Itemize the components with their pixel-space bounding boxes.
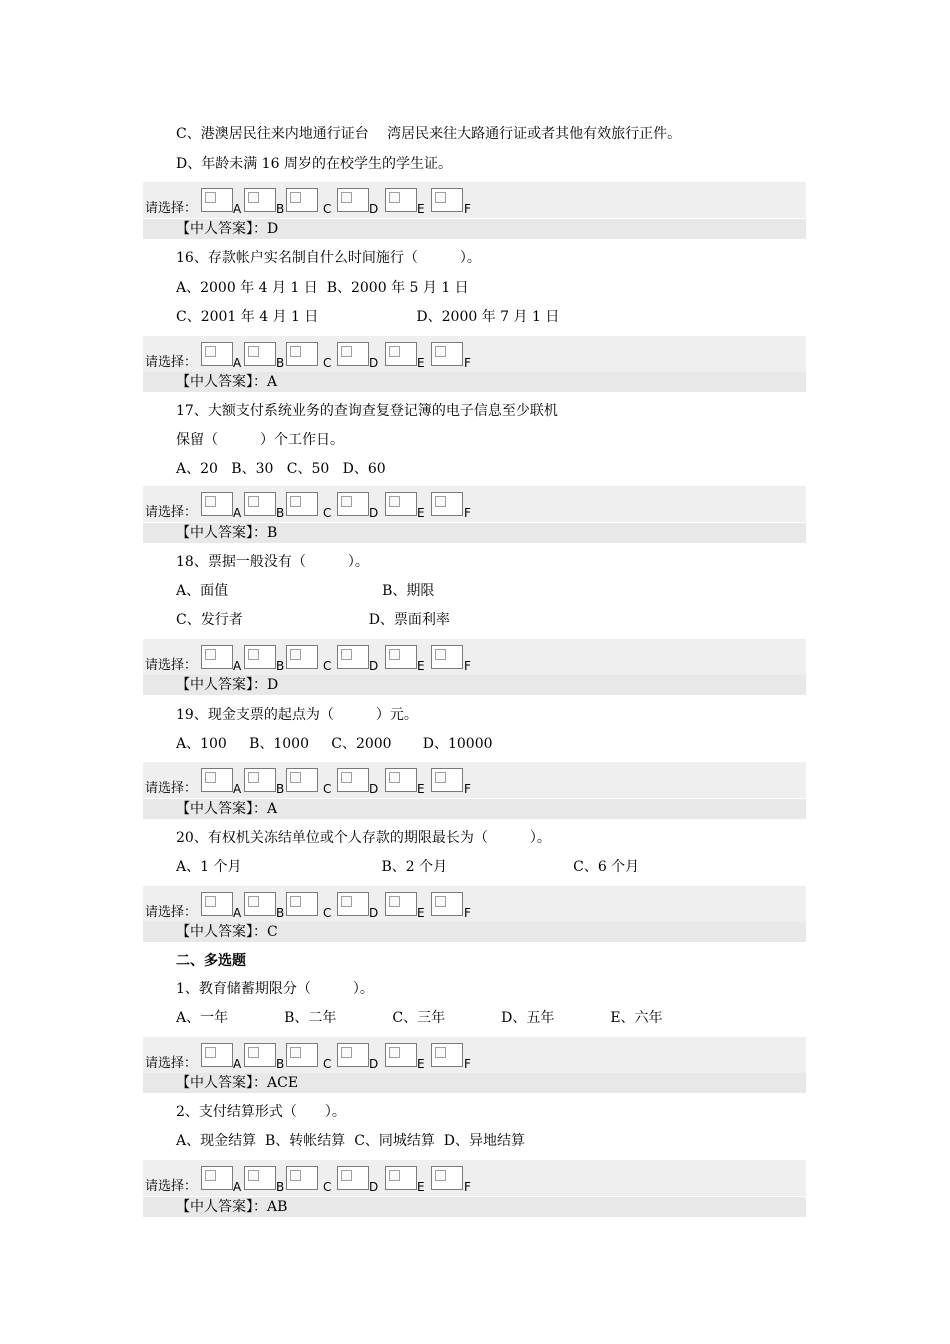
checkbox-square-icon [248, 1170, 259, 1181]
option-checkbox-b[interactable] [244, 768, 276, 792]
option-label-f: F [464, 1057, 471, 1071]
option-checkbox-e[interactable] [385, 1043, 417, 1067]
checkbox-square-icon [435, 346, 446, 357]
checkbox-square-icon [248, 346, 259, 357]
option-checkbox-e[interactable] [385, 188, 417, 212]
option-label-c: C [323, 906, 332, 920]
option-label-c: C [323, 1180, 332, 1194]
option-label-b: B [276, 1057, 285, 1071]
option-label-a: A [233, 1180, 242, 1194]
option-label-f: F [464, 782, 471, 796]
option-label-d: D [369, 782, 379, 796]
answer-text: 【中人答案】：A [176, 374, 278, 390]
answer-selector [143, 886, 806, 922]
question-text: C、港澳居民往来内地通行证台 湾居民来往大路通行证或者其他有效旅行正件。 [176, 126, 682, 142]
option-checkbox-b[interactable] [244, 188, 276, 212]
option-label-b: B [276, 906, 285, 920]
option-checkbox-d[interactable] [337, 1166, 369, 1190]
option-label-d: D [369, 202, 379, 216]
option-label-b: B [276, 1180, 285, 1194]
checkbox-square-icon [205, 496, 216, 507]
checkbox-square-icon [205, 1047, 216, 1058]
select-label: 请选择： [145, 658, 198, 673]
checkbox-square-icon [435, 896, 446, 907]
select-label: 请选择： [145, 1056, 198, 1071]
select-label: 请选择： [145, 781, 198, 796]
select-label: 请选择： [145, 201, 198, 216]
option-label-e: E [417, 1180, 425, 1194]
option-label-c: C [323, 202, 332, 216]
checkbox-square-icon [290, 649, 301, 660]
checkbox-square-icon [341, 772, 352, 783]
checkbox-square-icon [389, 772, 400, 783]
option-checkbox-f[interactable] [431, 1166, 463, 1190]
checkbox-square-icon [389, 1047, 400, 1058]
question-text: 18、票据一般没有（ ）。 [176, 554, 369, 570]
option-checkbox-a[interactable] [201, 1043, 233, 1067]
checkbox-square-icon [290, 896, 301, 907]
option-label-f: F [464, 659, 471, 673]
checkbox-square-icon [290, 772, 301, 783]
option-checkbox-c[interactable] [286, 188, 318, 212]
answer-row [143, 372, 806, 392]
option-checkbox-d[interactable] [337, 1043, 369, 1067]
question-text: 2、支付结算形式（ ）。 [176, 1104, 346, 1120]
checkbox-square-icon [248, 649, 259, 660]
option-label-d: D [369, 1180, 379, 1194]
option-label-c: C [323, 659, 332, 673]
checkbox-square-icon [389, 496, 400, 507]
checkbox-square-icon [435, 496, 446, 507]
question-text: C、发行者 D、票面利率 [176, 612, 450, 628]
option-checkbox-c[interactable] [286, 892, 318, 916]
checkbox-square-icon [435, 1047, 446, 1058]
option-checkbox-a[interactable] [201, 645, 233, 669]
checkbox-square-icon [435, 192, 446, 203]
option-label-c: C [323, 506, 332, 520]
option-label-d: D [369, 1057, 379, 1071]
checkbox-square-icon [248, 1047, 259, 1058]
checkbox-square-icon [389, 896, 400, 907]
option-checkbox-d[interactable] [337, 645, 369, 669]
option-label-f: F [464, 1180, 471, 1194]
question-text: A、面值 B、期限 [176, 583, 435, 599]
checkbox-square-icon [205, 346, 216, 357]
checkbox-square-icon [205, 772, 216, 783]
checkbox-square-icon [389, 192, 400, 203]
checkbox-square-icon [205, 1170, 216, 1181]
checkbox-square-icon [290, 1047, 301, 1058]
answer-text: 【中人答案】：D [176, 677, 279, 693]
checkbox-square-icon [205, 649, 216, 660]
option-checkbox-e[interactable] [385, 1166, 417, 1190]
option-label-b: B [276, 782, 285, 796]
option-checkbox-e[interactable] [385, 342, 417, 366]
option-label-f: F [464, 906, 471, 920]
option-checkbox-c[interactable] [286, 342, 318, 366]
answer-row [143, 922, 806, 942]
option-label-f: F [464, 356, 471, 370]
option-label-d: D [369, 906, 379, 920]
option-label-a: A [233, 202, 242, 216]
option-checkbox-d[interactable] [337, 892, 369, 916]
answer-text: 【中人答案】：D [176, 221, 279, 237]
option-checkbox-a[interactable] [201, 188, 233, 212]
option-label-a: A [233, 782, 242, 796]
checkbox-square-icon [248, 772, 259, 783]
option-label-d: D [369, 659, 379, 673]
option-label-e: E [417, 506, 425, 520]
option-checkbox-a[interactable] [201, 892, 233, 916]
select-label: 请选择： [145, 355, 198, 370]
option-label-a: A [233, 356, 242, 370]
checkbox-square-icon [290, 346, 301, 357]
answer-selector [143, 182, 806, 218]
answer-text: 【中人答案】：B [176, 525, 278, 541]
option-label-a: A [233, 506, 242, 520]
checkbox-square-icon [205, 192, 216, 203]
option-checkbox-e[interactable] [385, 768, 417, 792]
select-label: 请选择： [145, 1179, 198, 1194]
question-text: 19、现金支票的起点为（ ）元。 [176, 707, 418, 723]
checkbox-square-icon [341, 1047, 352, 1058]
option-label-d: D [369, 506, 379, 520]
checkbox-square-icon [389, 649, 400, 660]
answer-selector [143, 1160, 806, 1196]
question-text: A、一年 B、二年 C、三年 D、五年 E、六年 [176, 1010, 663, 1026]
checkbox-square-icon [341, 649, 352, 660]
select-label: 请选择： [145, 905, 198, 920]
option-checkbox-b[interactable] [244, 1166, 276, 1190]
option-label-a: A [233, 906, 242, 920]
answer-text: 【中人答案】：A [176, 801, 278, 817]
question-text: A、现金结算 B、转帐结算 C、同城结算 D、异地结算 [176, 1133, 526, 1149]
checkbox-square-icon [389, 1170, 400, 1181]
question-text: A、100 B、1000 C、2000 D、10000 [176, 736, 493, 752]
option-checkbox-d[interactable] [337, 342, 369, 366]
option-checkbox-c[interactable] [286, 1043, 318, 1067]
checkbox-square-icon [248, 896, 259, 907]
option-label-b: B [276, 659, 285, 673]
option-label-f: F [464, 202, 471, 216]
option-checkbox-b[interactable] [244, 645, 276, 669]
answer-row [143, 675, 806, 695]
option-label-f: F [464, 506, 471, 520]
option-checkbox-c[interactable] [286, 1166, 318, 1190]
option-label-b: B [276, 202, 285, 216]
option-checkbox-e[interactable] [385, 645, 417, 669]
option-label-e: E [417, 906, 425, 920]
answer-selector [143, 486, 806, 522]
option-checkbox-d[interactable] [337, 188, 369, 212]
option-label-c: C [323, 1057, 332, 1071]
option-checkbox-f[interactable] [431, 768, 463, 792]
option-checkbox-f[interactable] [431, 188, 463, 212]
section-heading: 二、多选题 [176, 953, 246, 969]
checkbox-square-icon [341, 192, 352, 203]
option-label-a: A [233, 659, 242, 673]
answer-text: 【中人答案】：C [176, 924, 278, 940]
option-label-a: A [233, 1057, 242, 1071]
option-checkbox-f[interactable] [431, 492, 463, 516]
checkbox-square-icon [389, 346, 400, 357]
question-text: A、2000 年 4 月 1 日 B、2000 年 5 月 1 日 [176, 280, 469, 296]
option-checkbox-f[interactable] [431, 1043, 463, 1067]
option-label-b: B [276, 506, 285, 520]
checkbox-square-icon [290, 496, 301, 507]
checkbox-square-icon [248, 496, 259, 507]
select-label: 请选择： [145, 505, 198, 520]
answer-row [143, 523, 806, 543]
option-label-e: E [417, 659, 425, 673]
option-label-b: B [276, 356, 285, 370]
question-text: 16、存款帐户实名制自什么时间施行（ ）。 [176, 250, 481, 266]
option-checkbox-c[interactable] [286, 645, 318, 669]
option-checkbox-a[interactable] [201, 768, 233, 792]
question-text: 保留（ ）个工作日。 [176, 432, 344, 448]
question-text: A、20 B、30 C、50 D、60 [176, 461, 386, 477]
option-checkbox-a[interactable] [201, 1166, 233, 1190]
checkbox-square-icon [435, 772, 446, 783]
option-checkbox-f[interactable] [431, 892, 463, 916]
option-label-e: E [417, 356, 425, 370]
option-checkbox-d[interactable] [337, 492, 369, 516]
option-label-e: E [417, 1057, 425, 1071]
checkbox-square-icon [435, 649, 446, 660]
answer-row [143, 1197, 806, 1217]
question-text: A、1 个月 B、2 个月 C、6 个月 [176, 859, 640, 875]
option-checkbox-c[interactable] [286, 492, 318, 516]
option-checkbox-b[interactable] [244, 1043, 276, 1067]
option-checkbox-a[interactable] [201, 342, 233, 366]
option-checkbox-f[interactable] [431, 342, 463, 366]
option-checkbox-d[interactable] [337, 768, 369, 792]
checkbox-square-icon [290, 1170, 301, 1181]
answer-row [143, 799, 806, 819]
question-text: D、年龄未满 16 周岁的在校学生的学生证。 [176, 156, 452, 172]
option-label-d: D [369, 356, 379, 370]
question-text: 1、教育储蓄期限分（ ）。 [176, 981, 374, 997]
option-label-e: E [417, 202, 425, 216]
option-checkbox-e[interactable] [385, 892, 417, 916]
answer-selector [143, 762, 806, 798]
answer-selector [143, 1037, 806, 1073]
checkbox-square-icon [205, 896, 216, 907]
answer-row [143, 1073, 806, 1093]
checkbox-square-icon [341, 1170, 352, 1181]
checkbox-square-icon [341, 896, 352, 907]
checkbox-square-icon [435, 1170, 446, 1181]
answer-selector [143, 336, 806, 372]
option-checkbox-a[interactable] [201, 492, 233, 516]
option-checkbox-b[interactable] [244, 492, 276, 516]
answer-row [143, 219, 806, 239]
option-checkbox-f[interactable] [431, 645, 463, 669]
option-label-e: E [417, 782, 425, 796]
checkbox-square-icon [341, 346, 352, 357]
option-label-c: C [323, 356, 332, 370]
option-checkbox-b[interactable] [244, 342, 276, 366]
option-checkbox-e[interactable] [385, 492, 417, 516]
answer-text: 【中人答案】：ACE [176, 1075, 299, 1091]
answer-selector [143, 639, 806, 675]
question-text: C、2001 年 4 月 1 日 D、2000 年 7 月 1 日 [176, 309, 560, 325]
option-label-c: C [323, 782, 332, 796]
option-checkbox-c[interactable] [286, 768, 318, 792]
question-text: 20、有权机关冻结单位或个人存款的期限最长为（ ）。 [176, 830, 551, 846]
checkbox-square-icon [290, 192, 301, 203]
checkbox-square-icon [341, 496, 352, 507]
answer-text: 【中人答案】：AB [176, 1199, 288, 1215]
question-text: 17、大额支付系统业务的查询查复登记簿的电子信息至少联机 [176, 403, 558, 419]
option-checkbox-b[interactable] [244, 892, 276, 916]
checkbox-square-icon [248, 192, 259, 203]
